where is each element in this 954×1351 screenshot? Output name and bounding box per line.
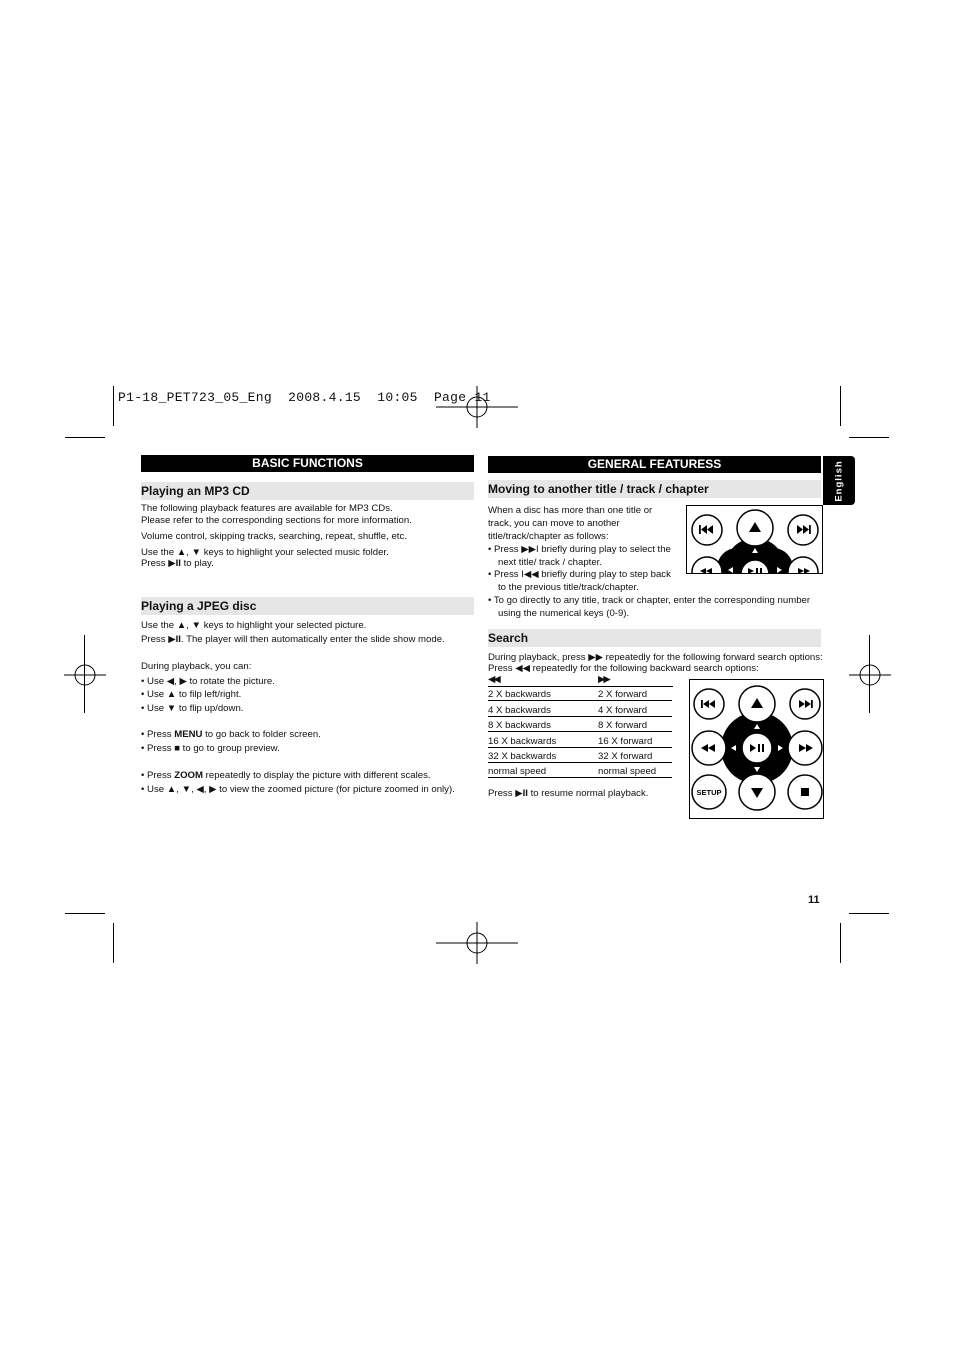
mp3-line-3: Volume control, skipping tracks, searching, repeat, shuffle, etc. — [141, 531, 407, 542]
move-bullet-2a: • Press I◀◀ briefly during play to step back — [488, 569, 671, 580]
move-bullet-3a: • To go directly to any title, track or chapter, enter the corresponding number — [488, 595, 811, 606]
registration-mark — [64, 654, 106, 696]
crop-mark — [840, 386, 841, 426]
text: to play. — [180, 558, 214, 569]
table-cell: 2 X forward — [598, 686, 672, 701]
text: repeatedly to display the picture with different scales. — [203, 770, 431, 781]
jpeg-bullet-6 — [141, 770, 431, 782]
menu-key: MENU — [174, 729, 203, 740]
heading-search — [488, 629, 821, 647]
text: Press — [488, 788, 516, 799]
table-row — [488, 701, 672, 716]
play-pause-key: ▶II — [515, 788, 528, 799]
mp3-line-2: Please refer to the corresponding sections for more information. — [141, 515, 412, 526]
text: • Press — [141, 729, 175, 740]
search-resume-line — [488, 788, 648, 800]
search-line-2: Press ◀◀ repeatedly for the following backward search options: — [488, 663, 759, 674]
crop-mark — [113, 923, 114, 963]
section-title-general-features: GENERAL FEATURESS — [488, 456, 821, 473]
crop-mark — [849, 913, 889, 914]
stop-icon — [801, 788, 809, 796]
remote-keypad-graphic — [687, 506, 822, 573]
move-bullet-1b: next title/ track / chapter. — [498, 557, 602, 568]
move-line-2: track, you can move to another — [488, 518, 620, 529]
jpeg-bullet-4 — [141, 729, 321, 741]
jpeg-bullet-7: • Use ▲, ▼, ◀, ▶ to view the zoomed picture (for picture zoomed in only). — [141, 784, 455, 795]
rewind-column-icon: ◀◀ — [488, 674, 499, 685]
text: Press — [141, 558, 169, 569]
crop-mark — [65, 437, 105, 438]
registration-mark — [436, 922, 518, 964]
play-pause-key: ▶II — [168, 634, 181, 645]
forward-column-icon: ▶▶ — [598, 674, 609, 685]
text: to resume normal playback. — [527, 788, 649, 799]
jpeg-line-3: During playback, you can: — [141, 661, 252, 672]
text: to go back to folder screen. — [202, 729, 321, 740]
setup-button-label: SETUP — [696, 788, 722, 797]
heading-text: Moving to another title / track / chapter — [488, 482, 709, 496]
play-pause-key: ▶II — [168, 558, 181, 569]
remote-illustration-small — [686, 505, 823, 574]
crop-mark — [840, 923, 841, 963]
table-cell: normal speed — [488, 762, 598, 777]
table-row — [488, 732, 672, 747]
heading-playing-jpeg — [141, 597, 474, 615]
mp3-line-5 — [141, 558, 214, 570]
print-header: P1-18_PET723_05_Eng 2008.4.15 10:05 Page 11 — [118, 390, 491, 405]
heading-text: Playing a JPEG disc — [141, 599, 257, 613]
jpeg-line-2 — [141, 634, 445, 646]
zoom-key: ZOOM — [174, 770, 203, 781]
text: Press — [141, 634, 169, 645]
mp3-line-4: Use the ▲, ▼ keys to highlight your selected music folder. — [141, 547, 389, 558]
jpeg-bullet-1: • Use ◀, ▶ to rotate the picture. — [141, 676, 275, 687]
language-tab-label: English — [833, 459, 845, 502]
jpeg-line-1: Use the ▲, ▼ keys to highlight your selected picture. — [141, 620, 367, 631]
jpeg-bullet-5: • Press ■ to go to group preview. — [141, 743, 280, 754]
table-cell: 8 X backwards — [488, 716, 598, 731]
table-cell: 8 X forward — [598, 716, 672, 731]
remote-keypad-graphic — [690, 680, 823, 818]
move-line-3: title/track/chapter as follows: — [488, 531, 609, 542]
search-line-1: During playback, press ▶▶ repeatedly for the following forward search options: — [488, 652, 823, 663]
heading-playing-mp3 — [141, 482, 474, 500]
remote-illustration-large — [689, 679, 824, 819]
section-title-basic-functions: BASIC FUNCTIONS — [141, 455, 474, 472]
move-bullet-3b: using the numerical keys (0-9). — [498, 608, 630, 619]
page-number: 11 — [808, 894, 820, 906]
table-cell: 2 X backwards — [488, 686, 598, 701]
table-cell: 4 X forward — [598, 701, 672, 716]
move-bullet-1a: • Press ▶▶I briefly during play to select the — [488, 544, 671, 555]
heading-text: Search — [488, 631, 529, 645]
crop-mark — [65, 913, 105, 914]
table-cell: 16 X backwards — [488, 732, 598, 747]
table-row — [488, 716, 672, 731]
table-cell: normal speed — [598, 762, 672, 777]
heading-text: Playing an MP3 CD — [141, 484, 250, 498]
move-bullet-2b: to the previous title/track/chapter. — [498, 582, 639, 593]
table-cell: 32 X backwards — [488, 747, 598, 762]
heading-move-title — [488, 480, 821, 498]
move-line-1: When a disc has more than one title or — [488, 505, 653, 516]
mp3-line-1: The following playback features are available for MP3 CDs. — [141, 503, 393, 514]
table-cell: 16 X forward — [598, 732, 672, 747]
registration-mark — [849, 654, 891, 696]
table-row — [488, 686, 672, 701]
jpeg-bullet-2: • Use ▲ to filp left/right. — [141, 689, 242, 700]
text: . The player will then automatically enter the slide show mode. — [180, 634, 445, 645]
jpeg-bullet-3: • Use ▼ to flip up/down. — [141, 703, 244, 714]
crop-mark — [113, 386, 114, 426]
search-speed-table — [488, 686, 672, 778]
crop-mark — [849, 437, 889, 438]
table-row — [488, 762, 672, 777]
table-cell: 4 X backwards — [488, 701, 598, 716]
table-cell: 32 X forward — [598, 747, 672, 762]
language-tab — [823, 456, 855, 505]
text: • Press — [141, 770, 175, 781]
table-row — [488, 747, 672, 762]
